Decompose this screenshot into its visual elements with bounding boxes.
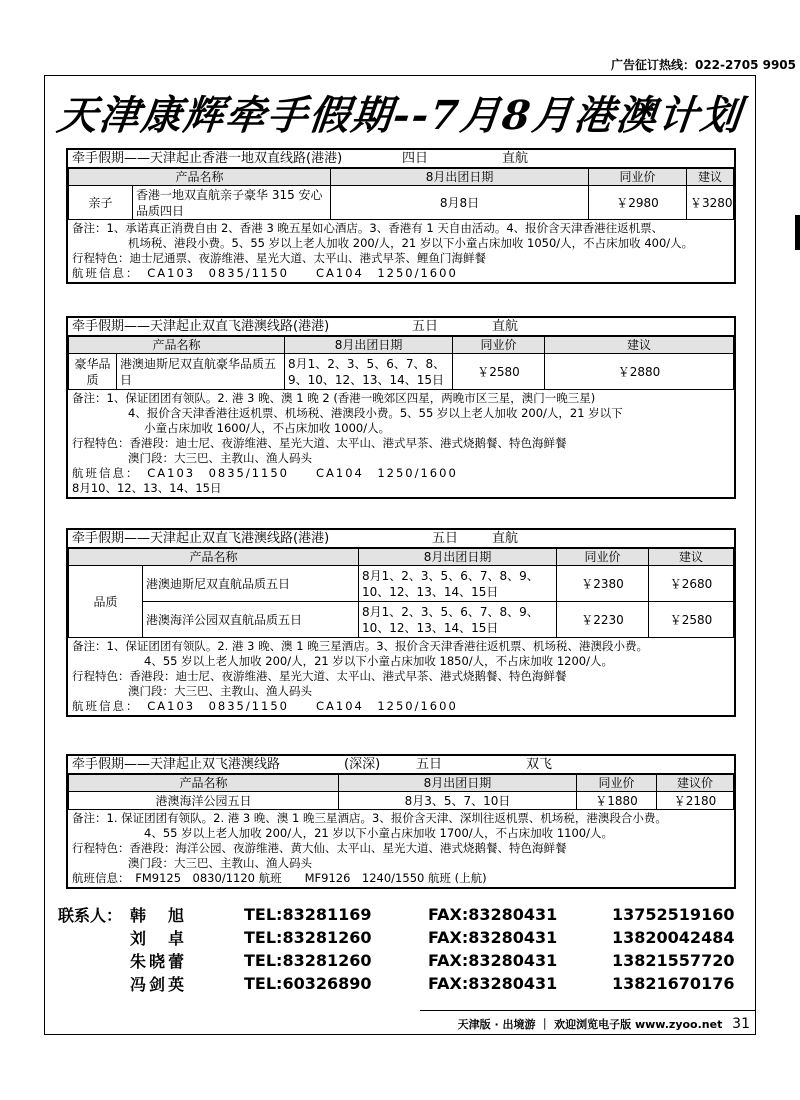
- flight-info: 航班信息： CA103 0835/1150 CA104 1250/1600: [72, 699, 458, 713]
- product-table: [68, 774, 734, 810]
- itinerary-line: 行程特色：迪士尼通票、夜游维港、星光大道、太平山、港式早茶、鲤鱼门海鲜餐: [72, 251, 486, 265]
- contact-row: [58, 972, 758, 995]
- table-header-row: [69, 549, 734, 566]
- section-notes: [68, 220, 734, 282]
- note-line: 小童占床加收 1600/人，不占床加收 1000/人。: [144, 421, 391, 435]
- product-table: [68, 168, 734, 220]
- row-product-name: 香港一地双直航亲子豪华 315 安心品质四日: [133, 186, 331, 220]
- route-title: 牵手假期——天津起止双飞港澳线路: [72, 756, 281, 772]
- contact-name: 朱晓蕾: [130, 952, 188, 971]
- row-suggest-price: ￥2880: [545, 354, 734, 390]
- row-category: 亲子: [69, 186, 133, 220]
- edge-mark: [795, 215, 800, 250]
- contact-row: [58, 926, 758, 949]
- route-departure: (深深): [344, 756, 381, 772]
- row-product-name: 港澳海洋公园五日: [69, 792, 339, 810]
- note-line: 4、55 岁以上老人加收 200/人，21 岁以下小童占床加收 1850/人，不占床加收 1200/人。: [144, 654, 613, 668]
- note-line: 备注：1、保证团团有领队。2. 港 3 晚、澳 1 晚三星酒店。3、报价含天津香港往返机票、机场税、港澳段小费。: [72, 639, 649, 653]
- row-dates: 8月1、2、3、5、6、7、8、9、10、12、13、14、15日: [359, 566, 557, 602]
- note-line: 4、55 岁以上老人加收 200/人，21 岁以下小童占床加收 1700/人，不占床加收 1100/人。: [144, 826, 613, 840]
- col-dates: 8月出团日期: [359, 549, 557, 566]
- route-days: 五日: [432, 530, 459, 546]
- section-notes: [68, 390, 734, 497]
- route-days: 五日: [412, 318, 439, 334]
- row-dates: 8月8日: [331, 186, 589, 220]
- route-title: 牵手假期——天津起止双直飞港澳线路(港港): [72, 530, 330, 546]
- col-product-name: 产品名称: [69, 169, 331, 186]
- col-product-name: 产品名称: [69, 775, 339, 792]
- table-header-row: [69, 169, 734, 186]
- contact-row: [58, 903, 758, 926]
- table-row: [69, 602, 734, 638]
- row-category: 豪华品质: [69, 354, 117, 390]
- row-suggest-price: ￥2580: [649, 602, 734, 638]
- row-suggest-price: ￥3280: [687, 186, 734, 220]
- section-hkmo-disney-deluxe: [66, 316, 736, 499]
- col-suggest-price: 建议: [687, 169, 734, 186]
- section-hkmo-quality: [66, 528, 736, 717]
- footer-text: 天津版 · 出境游 ｜ 欢迎浏览电子版 www.zyoo.net: [457, 1018, 723, 1031]
- row-dates: 8月1、2、3、5、6、7、8、9、10、12、13、14、15日: [285, 354, 453, 390]
- section-header: [68, 756, 734, 774]
- contact-fax: FAX:83280431: [428, 951, 558, 970]
- col-dates: 8月出团日期: [285, 337, 453, 354]
- product-table: [68, 548, 734, 638]
- col-product-name: 产品名称: [69, 337, 285, 354]
- route-flight-type: 直航: [492, 318, 519, 334]
- row-suggest-price: ￥2680: [649, 566, 734, 602]
- row-peer-price: ￥2980: [589, 186, 687, 220]
- row-product-name: 港澳迪斯尼双直航豪华品质五日: [117, 354, 285, 390]
- route-flight-type: 双飞: [526, 756, 553, 772]
- note-line: 备注：1、承诺真正消费自由 2、香港 3 晚五星如心酒店。3、香港有 1 天自由活动。4、报价含天津香港往返机票、: [72, 221, 664, 235]
- section-header: [68, 318, 734, 336]
- row-peer-price: ￥2380: [557, 566, 649, 602]
- col-dates: 8月出团日期: [339, 775, 577, 792]
- col-peer-price: 同业价: [557, 549, 649, 566]
- contact-tel: TEL:60326890: [244, 974, 372, 993]
- row-peer-price: ￥2230: [557, 602, 649, 638]
- itinerary-line: 澳门段：大三巴、主教山、渔人码头: [128, 684, 312, 698]
- note-line: 备注：1. 保证团团有领队。2. 港 3 晚、澳 1 晚三星酒店。3、报价含天津、深圳往返机票、机场税，港澳段合小费。: [72, 811, 667, 825]
- section-header: [68, 530, 734, 548]
- col-product-name: 产品名称: [69, 549, 359, 566]
- contact-row: [58, 949, 758, 972]
- note-line: 备注：1、保证团团有领队。2. 港 3 晚、澳 1 晚 2 (香港一晚郊区四星，两晚市区三星，澳门一晚三星): [72, 391, 596, 405]
- note-line: 机场税、港段小费。5、55 岁以上老人加收 200/人，21 岁以下小童占床加收 1050/人，不占床加收 400/人。: [128, 236, 694, 250]
- product-table: [68, 336, 734, 390]
- contact-name: 冯剑英: [130, 975, 188, 994]
- itinerary-line: 澳门段：大三巴、主教山、渔人码头: [128, 856, 312, 870]
- flight-info: 航班信息： CA103 0835/1150 CA104 1250/1600: [72, 266, 458, 280]
- contact-mobile: 13820042484: [612, 928, 735, 947]
- section-notes: [68, 810, 734, 887]
- page-title: 天津康辉牵手假期--7月8月港澳计划: [54, 92, 745, 139]
- row-product-name: 港澳海洋公园双直航品质五日: [143, 602, 359, 638]
- ad-hotline: 广告征订热线：022-2705 9905: [610, 58, 796, 72]
- contact-mobile: 13821557720: [612, 951, 735, 970]
- row-dates: 8月1、2、3、5、6、7、8、9、10、12、13、14、15日: [359, 602, 557, 638]
- contact-tel: TEL:83281169: [244, 905, 372, 924]
- section-notes: [68, 638, 734, 715]
- page-number: 31: [732, 1016, 750, 1032]
- contacts-label: 联系人：: [58, 906, 123, 925]
- route-days: 五日: [416, 756, 443, 772]
- section-hk-4day: [66, 148, 736, 284]
- col-peer-price: 同业价: [589, 169, 687, 186]
- col-dates: 8月出团日期: [331, 169, 589, 186]
- note-line: 4、报价含天津香港往返机票、机场税、港澳段小费。5、55 岁以上老人加收 200/人，21 岁以下: [128, 406, 623, 420]
- note-line: 8月10、12、13、14、15日: [72, 481, 222, 495]
- contact-tel: TEL:83281260: [244, 928, 372, 947]
- table-header-row: [69, 337, 734, 354]
- contact-fax: FAX:83280431: [428, 974, 558, 993]
- table-row: [69, 792, 734, 810]
- route-days: 四日: [402, 150, 429, 166]
- table-row: [69, 186, 734, 220]
- contact-mobile: 13821670176: [612, 974, 735, 993]
- row-suggest-price: ￥2180: [657, 792, 734, 810]
- section-header: [68, 150, 734, 168]
- itinerary-line: 行程特色：香港段：海洋公园、夜游维港、黄大仙、太平山、星光大道、港式烧鹅餐、特色海鲜餐: [72, 841, 567, 855]
- contact-fax: FAX:83280431: [428, 928, 558, 947]
- route-title: 牵手假期——天津起止香港一地双直线路(港港): [72, 150, 343, 166]
- contacts-block: [58, 903, 758, 995]
- footer-rule: [420, 1010, 756, 1011]
- col-suggest-price: 建议价: [657, 775, 734, 792]
- col-peer-price: 同业价: [577, 775, 657, 792]
- route-flight-type: 直航: [502, 150, 529, 166]
- route-flight-type: 直航: [492, 530, 519, 546]
- itinerary-line: 行程特色：香港段：迪士尼、夜游维港、星光大道、太平山、港式早茶、港式烧鹅餐、特色海鲜餐: [72, 436, 567, 450]
- row-peer-price: ￥2580: [453, 354, 545, 390]
- contact-name: 韩 旭: [130, 906, 188, 925]
- row-product-name: 港澳迪斯尼双直航品质五日: [143, 566, 359, 602]
- table-header-row: [69, 775, 734, 792]
- row-peer-price: ￥1880: [577, 792, 657, 810]
- contact-name: 刘 卓: [130, 929, 188, 948]
- itinerary-line: 行程特色：香港段：迪士尼、夜游维港、星光大道、太平山、港式早茶、港式烧鹅餐、特色海鲜餐: [72, 669, 567, 683]
- contact-tel: TEL:83281260: [244, 951, 372, 970]
- contact-fax: FAX:83280431: [428, 905, 558, 924]
- contact-mobile: 13752519160: [612, 905, 735, 924]
- route-title: 牵手假期——天津起止双直飞港澳线路(港港): [72, 318, 330, 334]
- page-footer: [440, 1016, 750, 1032]
- flight-info: 航班信息： CA103 0835/1150 CA104 1250/1600: [72, 466, 458, 480]
- row-category: 品质: [69, 566, 143, 638]
- col-suggest-price: 建议: [649, 549, 734, 566]
- col-suggest-price: 建议: [545, 337, 734, 354]
- row-dates: 8月3、5、7、10日: [339, 792, 577, 810]
- table-row: [69, 566, 734, 602]
- flight-info: 航班信息： FM9125 0830/1120 航班 MF9126 1240/1550 航班 (上航): [72, 871, 487, 885]
- table-row: [69, 354, 734, 390]
- col-peer-price: 同业价: [453, 337, 545, 354]
- section-shenzhen-hkmo: [66, 754, 736, 889]
- itinerary-line: 澳门段：大三巴、主教山、渔人码头: [128, 451, 312, 465]
